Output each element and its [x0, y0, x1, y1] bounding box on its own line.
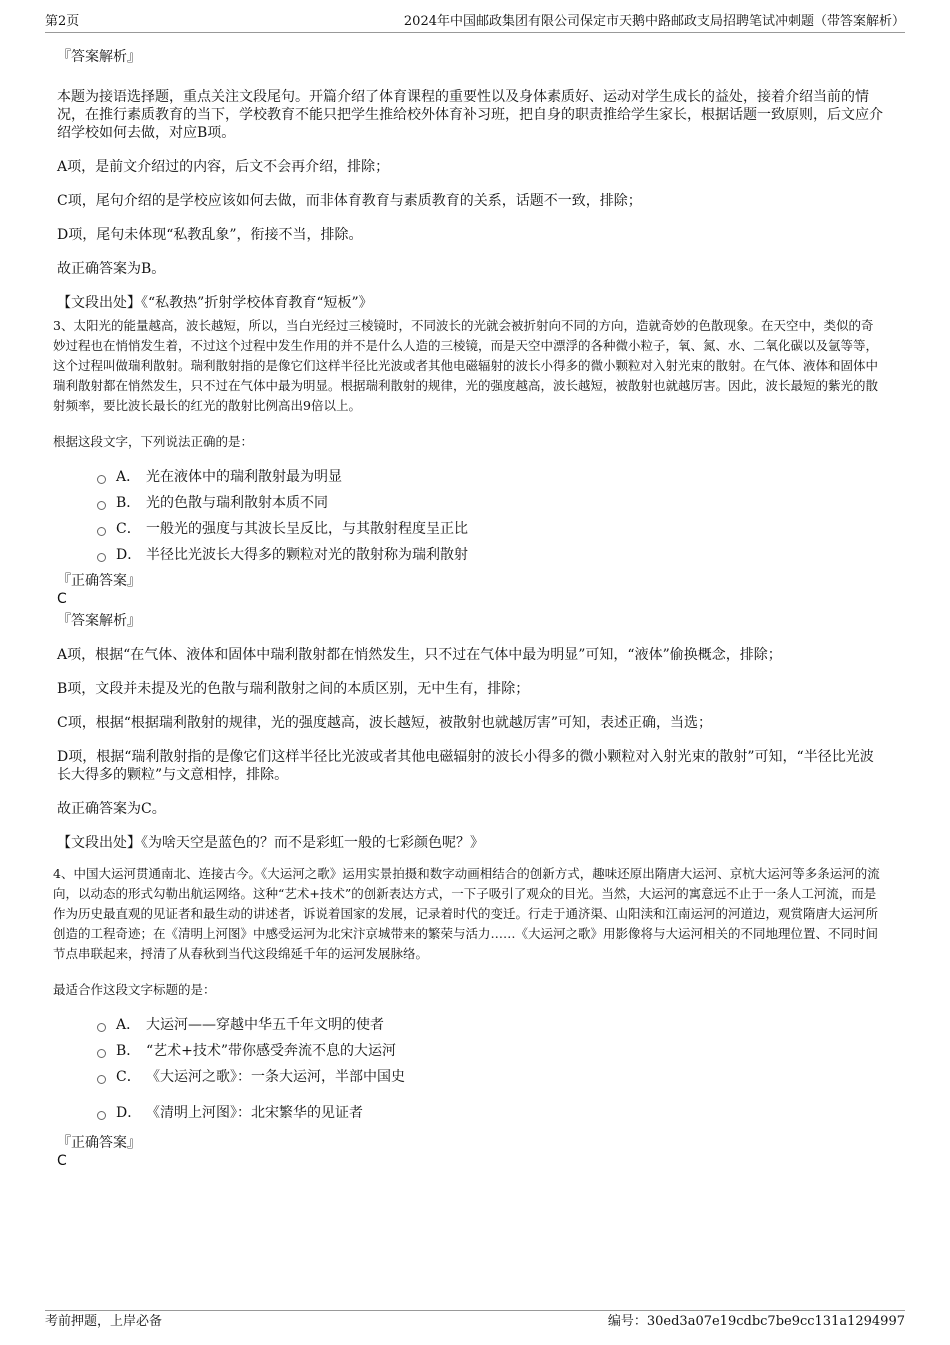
option-key: D． [116, 1105, 142, 1121]
document-id: 编号：30ed3a07e19cdbc7be9cc131a1294997 [607, 1314, 905, 1329]
analysis-option-b: B项，文段并未提及光的色散与瑞利散射之间的本质区别，无中生有，排除； [57, 681, 530, 697]
question-4-passage: 4、中国大运河贯通南北、连接古今。《大运河之歌》运用实景拍摄和数字动画相结合的创新方式，趣味还原出隋唐大运河、京杭大运河等多条运河的流向，以动态的形式勾勒出航运网络。这种“艺术+技术”的创新表达方式，一下子吸引了观众的目光。当然，大运河的寓意远不止于一条人工河流，而是作为历史最直观的见证者和最生动的讲述者，诉说着国家的发展，记录着时代的变迁。行走于通济渠、山阳渎和江南运河的河道边，观赏隋唐大运河所创造的工程奇迹；在《清明上河图》中感受运河为北宋汴京城带来的繁荣与活力……《大运河之歌》用影像将与大运河相关的不同地理位置、不同时间节点串联起来，捋清了从春秋到当代这段绵延千年的运河发展脉络。 [53, 866, 880, 961]
option-text: 光的色散与瑞利散射本质不同 [146, 495, 328, 511]
option-key: D． [116, 547, 142, 563]
option-key: A． [116, 1017, 141, 1033]
radio-icon[interactable] [97, 1049, 106, 1058]
analysis-option-a: A项，是前文介绍过的内容，后文不会再介绍，排除； [57, 159, 390, 175]
option-b[interactable] [97, 1038, 885, 1064]
radio-icon[interactable] [97, 1111, 106, 1120]
option-text: 大运河——穿越中华五千年文明的使者 [146, 1017, 384, 1033]
option-a[interactable] [97, 464, 885, 490]
document-title: 2024年中国邮政集团有限公司保定市天鹅中路邮政支局招聘笔试冲刺题（带答案解析） [403, 14, 905, 29]
analysis-label: 『答案解析』 [57, 613, 141, 629]
option-key: B． [116, 1043, 141, 1059]
option-key: C． [116, 521, 141, 537]
option-a[interactable] [97, 1012, 885, 1038]
option-text: 《清明上河图》：北宋繁华的见证者 [146, 1105, 363, 1121]
option-d[interactable] [97, 542, 885, 568]
source: 【文段出处】《为啥天空是蓝色的？而不是彩虹一般的七彩颜色呢？》 [57, 835, 484, 851]
page-header [45, 12, 905, 33]
question-4-options [97, 1012, 885, 1126]
page-content [53, 48, 885, 1170]
radio-icon[interactable] [97, 527, 106, 536]
source: 【文段出处】《“私教热”折射学校体育教育“短板”》 [57, 295, 373, 311]
analysis-option-d: D项，根据“瑞利散射指的是像它们这样半径比光波或者其他电磁辐射的波长小得多的微小颗粒对入射光束的散射”可知，“半径比光波长大得多的颗粒”与文意相悖，排除。 [57, 749, 874, 783]
option-b[interactable] [97, 490, 885, 516]
option-text: “艺术+技术”带你感受奔流不息的大运河 [146, 1043, 397, 1059]
analysis-option-a: A项，根据“在气体、液体和固体中瑞利散射都在悄然发生，只不过在气体中最为明显”可知，“液体”偷换概念，排除； [57, 647, 782, 663]
answer-label: 『正确答案』 [57, 1135, 141, 1151]
analysis-option-d: D项，尾句未体现“私教乱象”，衔接不当，排除。 [57, 227, 363, 243]
analysis-option-c: C项，根据“根据瑞利散射的规律，光的强度越高，波长越短，被散射也就越厉害”可知，表述正确，当选； [57, 715, 713, 731]
radio-icon[interactable] [97, 1023, 106, 1032]
option-c[interactable] [97, 1064, 885, 1090]
question-3-passage: 3、太阳光的能量越高，波长越短，所以，当白光经过三棱镜时，不同波长的光就会被折射向不同的方向，造就奇妙的色散现象。在天空中，类似的奇妙过程也在悄悄发生着，不过这个过程中发生作用的并不是什么人造的三棱镜，而是天空中漂浮的各种微小粒子，氧、氮、水、二氧化碳以及氩等等，这个过程叫做瑞利散射。瑞利散射指的是像它们这样半径比光波或者其他电磁辐射的波长小得多的微小颗粒对入射光束的散射。在气体、液体和固体中瑞利散射都在悄然发生，只不过在气体中最为明显。根据瑞利散射的规律，光的强度越高，波长越短，被散射也就越厉害。因此，波长最短的紫光的散射频率，要比波长最长的红光的散射比例高出9倍以上。 [53, 318, 879, 413]
question-3-prompt: 根据这段文字，下列说法正确的是： [53, 434, 254, 449]
radio-icon[interactable] [97, 475, 106, 484]
page-footer [45, 1310, 905, 1331]
conclusion: 故正确答案为B。 [57, 261, 166, 277]
analysis-label: 『答案解析』 [57, 49, 141, 65]
option-text: 光在液体中的瑞利散射最为明显 [146, 469, 342, 485]
conclusion: 故正确答案为C。 [57, 801, 166, 817]
option-text: 《大运河之歌》：一条大运河，半部中国史 [146, 1069, 405, 1085]
analysis-option-c: C项，尾句介绍的是学校应该如何去做，而非体育教育与素质教育的关系，话题不一致，排除； [57, 193, 642, 209]
option-c[interactable] [97, 516, 885, 542]
option-text: 一般光的强度与其波长呈反比，与其散射程度呈正比 [146, 521, 468, 537]
question-3-options [97, 464, 885, 568]
option-text: 半径比光波长大得多的颗粒对光的散射称为瑞利散射 [146, 547, 468, 563]
answer-label: 『正确答案』 [57, 573, 141, 589]
radio-icon[interactable] [97, 1075, 106, 1084]
option-key: B． [116, 495, 141, 511]
answer-value: C [57, 591, 67, 607]
option-d[interactable] [97, 1100, 885, 1126]
analysis-text: 本题为接语选择题，重点关注文段尾句。开篇介绍了体育课程的重要性以及身体素质好、运动对学生成长的益处，接着介绍当前的情况，在推行素质教育的当下，学校教育不能只把学生推给校外体育补习班，把自身的职责推给学生家长，根据话题一致原则，后文应介绍学校如何去做，对应B项。 [57, 89, 883, 141]
option-key: C． [116, 1069, 141, 1085]
question-4-prompt: 最适合作这段文字标题的是： [53, 982, 216, 997]
answer-value: C [57, 1153, 67, 1169]
footer-slogan: 考前押题，上岸必备 [45, 1314, 163, 1329]
radio-icon[interactable] [97, 553, 106, 562]
page-number: 第2页 [45, 14, 80, 29]
radio-icon[interactable] [97, 501, 106, 510]
option-key: A． [116, 469, 141, 485]
